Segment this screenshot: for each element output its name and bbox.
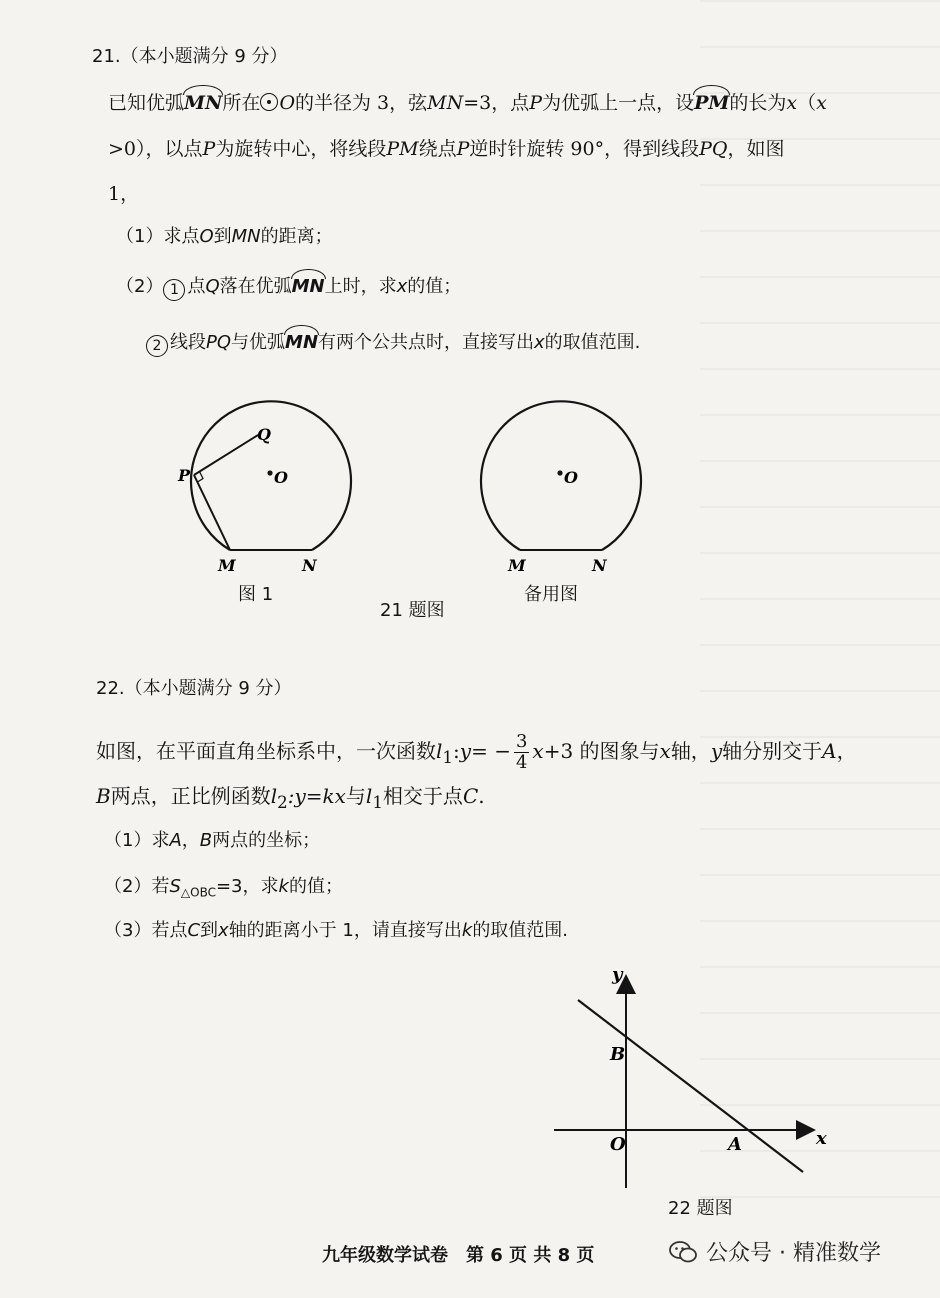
q21-paragraph-line3: 1， [108, 183, 140, 205]
q21-subquestion-2-part2: 2 线段PQ与优弧MN有两个公共点时，直接写出x的取值范围. [146, 334, 640, 357]
q21-figure-caption: 21 题图 [380, 600, 445, 621]
q21-subquestion-1: （1）求点O到MN的距离； [116, 226, 333, 247]
q22-coordinate-graph [548, 960, 848, 1190]
segment-pq [194, 435, 258, 475]
q21-header: 21.（本小题满分 9 分） [92, 46, 288, 67]
arc-mn: MN [184, 92, 223, 114]
arc-mn: MN [291, 276, 325, 297]
label-m: M [218, 556, 236, 575]
center-point-o [267, 470, 272, 475]
q21-subquestion-2-part1: （2） 1 点Q落在优弧MN上时，求x的值； [116, 278, 461, 301]
circle-symbol-icon [260, 93, 278, 111]
q22-subquestion-1: （1）求A，B两点的坐标； [104, 830, 321, 851]
major-arc-mn [481, 401, 641, 550]
label-x: x [816, 1128, 827, 1149]
segment-pm [194, 475, 230, 550]
q21-paragraph-line1: 已知优弧MN所在 O的半径为 3，弦MN=3，点P为优弧上一点，设PM的长为x（x [108, 92, 827, 114]
label-n: N [592, 556, 607, 575]
label-o: O [564, 468, 578, 487]
wechat-icon [668, 1240, 698, 1264]
fraction-three-quarters: $\frac{3}{4}$ [515, 731, 528, 773]
page-footer: 九年级数学试卷 第 6 页 共 8 页 [322, 1245, 595, 1266]
watermark-text: 公众号 · 精准数学 [706, 1241, 881, 1266]
q21-paragraph-line2: >0），以点P为旋转中心，将线段PM绕点P逆时针旋转 90°，得到线段PQ，如图 [108, 138, 785, 160]
center-point-o [557, 470, 562, 475]
label-p: P [178, 466, 191, 485]
label-m: M [508, 556, 526, 575]
watermark [668, 1236, 881, 1267]
major-arc-mn [191, 401, 351, 550]
label-a: A [728, 1134, 742, 1155]
label-y: y [612, 964, 623, 985]
q22-paragraph-line2: B两点，正比例函数$l_2:y=kx$与$l_1$相交于点C. [96, 784, 485, 812]
label-b: B [610, 1044, 626, 1065]
q22-subquestion-2: （2）若$S_{\triangle OBC}=3$，求k的值； [104, 876, 343, 900]
q22-paragraph-line1: 如图，在平面直角坐标系中，一次函数$l_1:y=$ − $\frac{3}{4}$ x+3 的图象与x轴，y轴分别交于A， [96, 731, 857, 773]
q21-figure-1 [170, 385, 380, 575]
label-o: O [274, 468, 288, 487]
label-n: N [302, 556, 317, 575]
figure-1-caption: 图 1 [238, 584, 274, 605]
q22-subquestion-3: （3）若点C到x轴的距离小于 1，请直接写出k的取值范围. [104, 920, 569, 941]
q22-header: 22.（本小题满分 9 分） [96, 678, 292, 699]
circled-one-icon: 1 [163, 279, 185, 301]
label-q: Q [257, 425, 271, 444]
q22-figure-caption: 22 题图 [668, 1198, 733, 1219]
circled-two-icon: 2 [146, 335, 168, 357]
label-o: O [610, 1134, 626, 1155]
arc-pm: PM [694, 92, 730, 114]
q21-spare-figure [460, 385, 670, 575]
spare-figure-caption: 备用图 [524, 584, 578, 605]
arc-mn: MN [285, 332, 319, 353]
